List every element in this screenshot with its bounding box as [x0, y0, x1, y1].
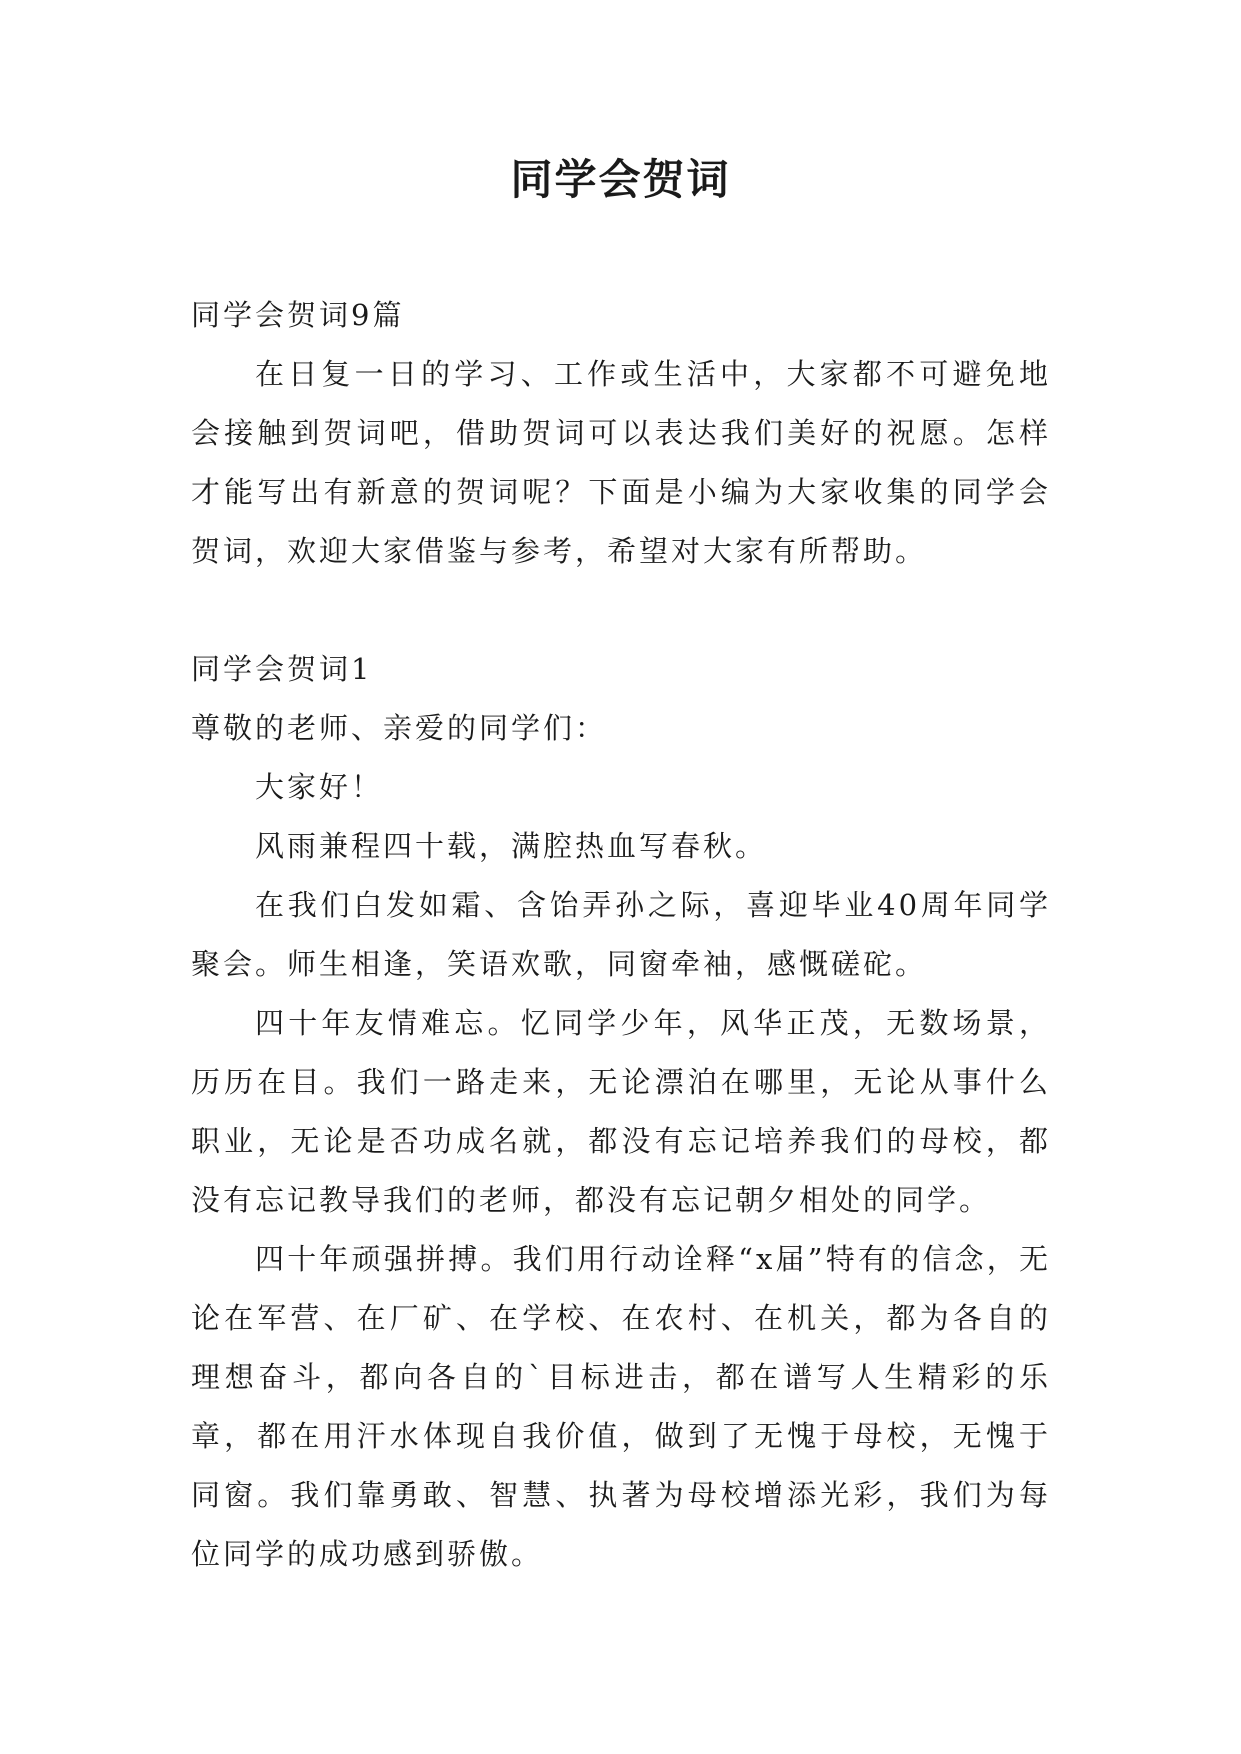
paragraph-gap — [191, 581, 1051, 640]
body-paragraph: 四十年友情难忘。忆同学少年，风华正茂，无数场景，历历在目。我们一路走来，无论漂泊在哪里，无论从事什么职业，无论是否功成名就，都没有忘记培养我们的母校，都没有忘记教导我们的老师，都没有忘记朝夕相处的同学。 — [191, 1006, 1051, 1217]
body-paragraph: 四十年顽强拼搏。我们用行动诠释“x届”特有的信念，无论在军营、在厂矿、在学校、在农村、在机关，都为各自的理想奋斗，都向各自的`目标进击，都在谱写人生精彩的乐章，都在用汗水体现自我价值，做到了无愧于母校，无愧于同窗。我们靠勇敢、智慧、执著为母校增添光彩，我们为每位同学的成功感到骄傲。 — [191, 1242, 1051, 1571]
body-paragraph: 大家好！ — [255, 770, 384, 804]
body-paragraph: 在我们白发如霜、含饴弄孙之际，喜迎毕业40周年同学聚会。师生相逢，笑语欢歌，同窗牵袖，感慨磋砣。 — [191, 888, 1051, 981]
body-paragraph: 风雨兼程四十载，满腔热血写春秋。 — [255, 829, 768, 863]
section-heading: 同学会贺词1 — [191, 652, 373, 686]
document-body — [191, 286, 1051, 1584]
document-title: 同学会贺词 — [510, 155, 731, 204]
document-subtitle: 同学会贺词9篇 — [191, 298, 405, 332]
intro-paragraph: 在日复一日的学习、工作或生活中，大家都不可避免地会接触到贺词吧，借助贺词可以表达我们美好的祝愿。怎样才能写出有新意的贺词呢？下面是小编为大家收集的同学会贺词，欢迎大家借鉴与参考，希望对大家有所帮助。 — [191, 357, 1051, 568]
salutation: 尊敬的老师、亲爱的同学们： — [191, 711, 608, 745]
